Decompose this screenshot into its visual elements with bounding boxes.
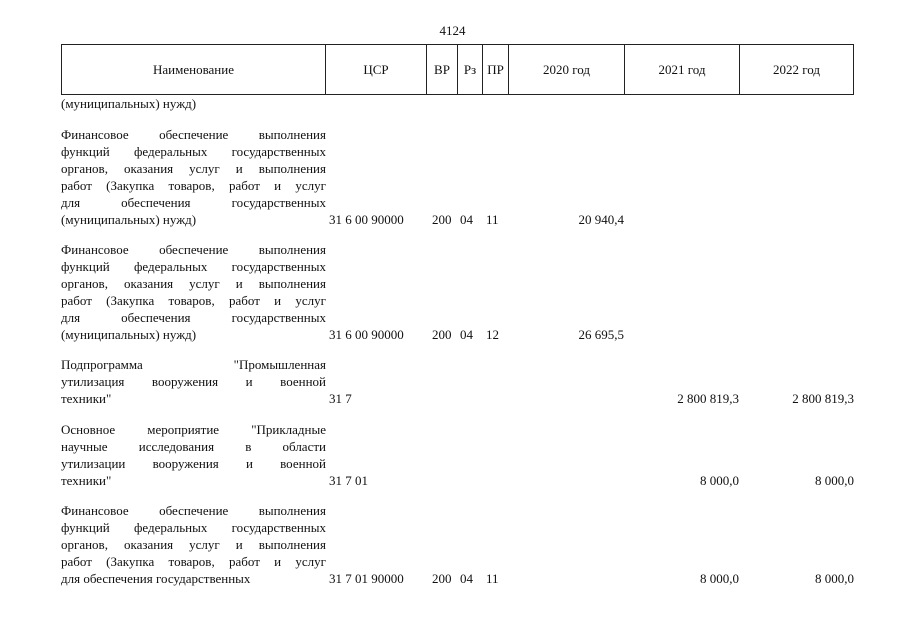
header-pr: ПР (483, 45, 509, 94)
row-name (61, 241, 326, 343)
row-value-2022: 2 800 819,3 (792, 391, 854, 406)
row-name-line: научные исследования в области (61, 439, 326, 454)
row-value-2020: 20 940,4 (578, 212, 624, 227)
row-csr: 31 6 00 90000 (329, 212, 404, 227)
row-csr: 31 7 (329, 391, 352, 406)
row-name-line: функций федеральных государственных (61, 144, 326, 159)
row-rz: 04 (460, 327, 473, 342)
row-name-line: органов, оказания услуг и выполнения (61, 537, 326, 552)
row-rz: 04 (460, 212, 473, 227)
row-name-line: техники" (61, 473, 112, 488)
row-name-line: Финансовое обеспечение выполнения (61, 127, 326, 142)
row-value-2022: 8 000,0 (815, 571, 854, 586)
row-value-2021: 8 000,0 (700, 473, 739, 488)
row-name-line: утилизация вооружения и военной (61, 374, 326, 389)
row-name-line: работ (Закупка товаров, работ и услуг (61, 554, 326, 569)
row-name-line: функций федеральных государственных (61, 259, 326, 274)
row-value-2021: 2 800 819,3 (677, 391, 739, 406)
row-name (61, 356, 326, 407)
row-value-2021: 8 000,0 (700, 571, 739, 586)
row-vr: 200 (432, 212, 452, 227)
row-name-line: Подпрограмма "Промышленная (61, 357, 326, 372)
row-name-line: работ (Закупка товаров, работ и услуг (61, 293, 326, 308)
row-rz: 04 (460, 571, 473, 586)
header-vr: ВР (427, 45, 458, 94)
row-value-2020: 26 695,5 (578, 327, 624, 342)
header-2021: 2021 год (625, 45, 740, 94)
row-name-line: органов, оказания услуг и выполнения (61, 276, 326, 291)
row-name-line: для обеспечения государственных (61, 310, 326, 325)
row-name-line: работ (Закупка товаров, работ и услуг (61, 178, 326, 193)
row-vr: 200 (432, 571, 452, 586)
header-2020: 2020 год (509, 45, 625, 94)
row-name (61, 421, 326, 489)
row-name-line: техники" (61, 391, 112, 406)
row-name (61, 502, 326, 587)
header-2022: 2022 год (773, 61, 820, 77)
row-value-2022: 8 000,0 (815, 473, 854, 488)
row-pr: 11 (486, 571, 499, 586)
row-name-line: Финансовое обеспечение выполнения (61, 503, 326, 518)
row-name-line: Основное мероприятие "Прикладные (61, 422, 326, 437)
row-name-line: (муниципальных) нужд) (61, 96, 197, 111)
row-pr: 11 (486, 212, 499, 227)
header-csr: ЦСР (326, 45, 427, 94)
row-vr: 200 (432, 327, 452, 342)
row-name-line: функций федеральных государственных (61, 520, 326, 535)
table-header (61, 44, 854, 95)
row-pr: 12 (486, 327, 499, 342)
header-rz: Рз (458, 45, 483, 94)
row-csr: 31 6 00 90000 (329, 327, 404, 342)
header-name: Наименование (62, 45, 326, 94)
row-name-line: (муниципальных) нужд) (61, 212, 197, 227)
row-name (61, 95, 326, 112)
row-name-line: (муниципальных) нужд) (61, 327, 197, 342)
row-name-line: для обеспечения государственных (61, 195, 326, 210)
row-name-line: Финансовое обеспечение выполнения (61, 242, 326, 257)
row-name-line: для обеспечения государственных (61, 571, 251, 586)
page-number: 4124 (439, 23, 466, 38)
row-name-line: органов, оказания услуг и выполнения (61, 161, 326, 176)
row-name (61, 126, 326, 228)
row-csr: 31 7 01 90000 (329, 571, 404, 586)
row-name-line: утилизации вооружения и военной (61, 456, 326, 471)
row-csr: 31 7 01 (329, 473, 368, 488)
